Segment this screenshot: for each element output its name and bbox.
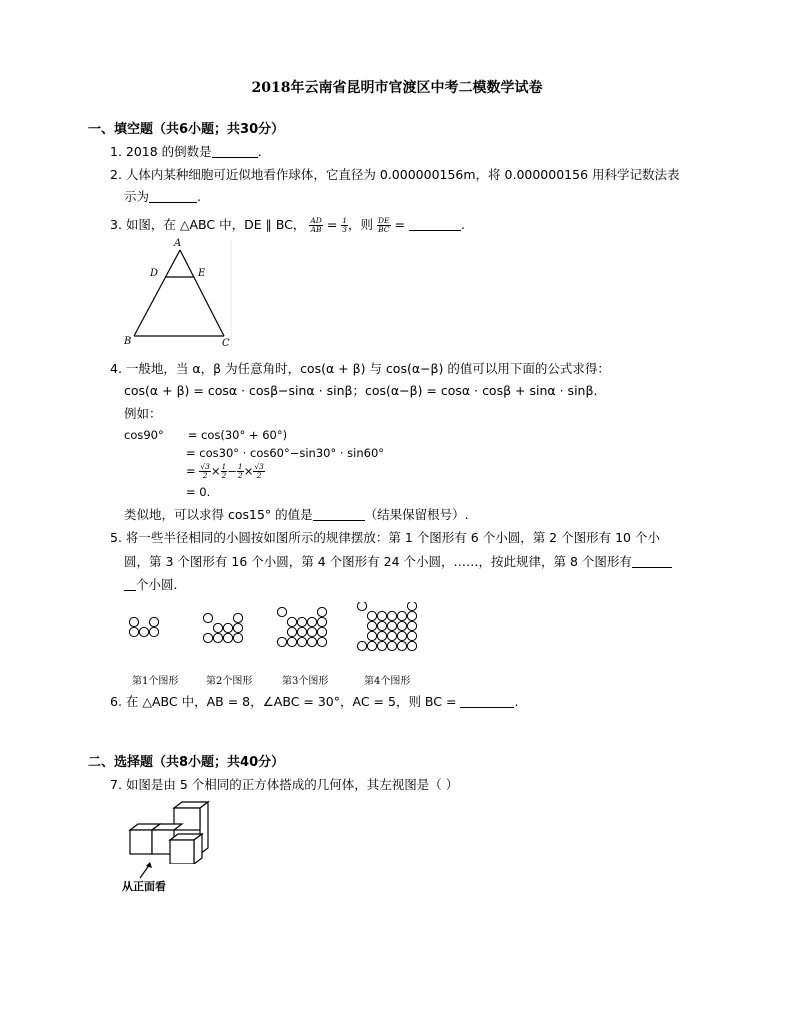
equals: = (394, 217, 406, 232)
answer-blank (212, 145, 258, 158)
small-circle (307, 637, 316, 646)
small-circle (357, 641, 366, 650)
section-heading-multiple-choice: 二、选择题（共8小题；共40分） (88, 755, 285, 770)
page-title: 2018年云南省昆明市官渡区中考二模数学试卷 (251, 80, 543, 96)
small-circle (129, 617, 138, 626)
small-circle (407, 631, 416, 640)
question-5-text-2: 圆，第 3 个图形有 16 个小圆，第 4 个图形有 24 个小圆，……，按此规律，第 8 个图形有 (124, 554, 632, 569)
question-5-continued (124, 553, 672, 571)
punctuation: . (461, 217, 465, 232)
small-circle (139, 627, 148, 636)
answer-blank (149, 190, 197, 203)
small-circle (397, 631, 406, 640)
small-circle (397, 621, 406, 630)
small-circle (317, 617, 326, 626)
denominator: 3 (342, 225, 348, 234)
triangle-diagram (118, 240, 238, 352)
fraction-de-bc (377, 217, 391, 234)
small-circle (407, 641, 416, 650)
small-circle (367, 621, 376, 630)
numerator: 1 (342, 216, 348, 225)
vertex-label-c: C (222, 338, 230, 349)
vertex-label-d: D (150, 268, 159, 279)
small-circle (149, 617, 158, 626)
denominator: 2 (202, 471, 208, 480)
small-circle (377, 611, 386, 620)
question-4-ask-text: 类似地，可以求得 cos15° 的值是 (124, 507, 313, 522)
small-circle (233, 613, 242, 622)
times: × (243, 464, 254, 478)
numerator: AD (310, 216, 322, 225)
small-circle (367, 641, 376, 650)
small-circle (287, 637, 296, 646)
fraction-sqrt3-2 (199, 463, 211, 480)
small-circle (297, 627, 306, 636)
question-3-text: 3. 如图，在 △ABC 中，DE ∥ BC， (110, 217, 306, 232)
cube-drawing (122, 800, 222, 864)
small-circle (387, 611, 396, 620)
punctuation: . (257, 144, 262, 159)
question-5 (110, 529, 660, 547)
question-3 (110, 216, 465, 234)
small-circle (233, 633, 242, 642)
example-line-2: = cos30° · cos60°−sin30° · sin60° (186, 446, 385, 460)
answer-blank (313, 508, 365, 521)
example-step-1: = cos(30° + 60°) (187, 428, 288, 442)
small-circle (129, 627, 138, 636)
small-circle (277, 607, 286, 616)
question-4 (110, 360, 610, 378)
numerator: DE (378, 216, 390, 225)
question-1-text: 1. 2018 的倒数是 (110, 144, 212, 159)
punctuation: . (514, 694, 519, 709)
punctuation: . (197, 189, 201, 204)
caption-figure-4: 第4个图形 (364, 676, 411, 687)
small-circle (213, 623, 222, 632)
small-circle (317, 607, 326, 616)
numerator: √3 (254, 462, 264, 471)
question-2 (110, 166, 680, 184)
times: × (210, 464, 221, 478)
small-circle (367, 611, 376, 620)
denominator: 2 (221, 471, 227, 480)
numerator: 1 (221, 462, 227, 471)
answer-blank (124, 578, 136, 591)
denominator: AB (310, 225, 322, 234)
cube-figure (122, 800, 222, 900)
question-5-text-3: 个小圆. (136, 577, 178, 592)
caption-figure-1: 第1个图形 (132, 676, 179, 687)
small-circle (387, 621, 396, 630)
cos90: cos90° (124, 428, 164, 442)
denominator: 2 (237, 471, 243, 480)
equals: = (186, 464, 196, 478)
question-7-text: 7. 如图是由 5 个相同的正方体搭成的几何体，其左视图是（ ） (110, 777, 459, 792)
then-text: ，则 (348, 217, 374, 232)
small-circle (277, 637, 286, 646)
triangle-figure (118, 240, 238, 352)
circle-patterns (124, 602, 424, 672)
vertex-label-b: B (124, 336, 132, 347)
small-circle (307, 627, 316, 636)
question-4-ask (124, 506, 469, 524)
small-circle (287, 617, 296, 626)
question-4-note: （结果保留根号）. (364, 507, 469, 522)
small-circle (387, 631, 396, 640)
denominator: 2 (256, 471, 262, 480)
small-circle (377, 621, 386, 630)
small-circle (397, 641, 406, 650)
view-direction-caption: 从正面看 (122, 880, 166, 893)
vertex-label-e: E (198, 268, 206, 279)
numerator: √3 (200, 462, 210, 471)
question-4-text: 4. 一般地，当 α，β 为任意角时，cos(α + β) 与 cos(α−β) 的值可以用下面的公式求得： (110, 361, 610, 376)
question-6 (110, 693, 518, 711)
small-circle (387, 641, 396, 650)
small-circle (357, 602, 366, 611)
vertex-label-a: A (174, 238, 182, 249)
formula-line (124, 382, 597, 400)
caption-figure-3: 第3个图形 (282, 676, 329, 687)
example-line-4: = 0. (186, 485, 211, 499)
section-heading-fill-blank: 一、填空题（共6小题；共30分） (88, 122, 285, 137)
small-circle (367, 631, 376, 640)
small-circle (213, 633, 222, 642)
equals: = (326, 217, 342, 232)
small-circle (297, 617, 306, 626)
small-circle (297, 637, 306, 646)
small-circle (307, 617, 316, 626)
small-circle (377, 631, 386, 640)
small-circle (233, 623, 242, 632)
cosine-formulas: cos(α + β) = cosα · cosβ−sinα · sinβ；cos(α−β) = cosα · cosβ + sinα · sinβ. (124, 383, 598, 398)
example-line-3 (186, 462, 265, 480)
question-2-continued (124, 188, 201, 206)
small-circle (203, 613, 212, 622)
small-circle (149, 627, 158, 636)
question-6-text: 6. 在 △ABC 中，AB = 8，∠ABC = 30°，AC = 5，则 BC = (110, 694, 457, 709)
question-2-text: 2. 人体内某种细胞可近似地看作球体，它直径为 0.000000156m，将 0.000000156 用科学记数法表 (110, 167, 680, 182)
small-circle (377, 641, 386, 650)
small-circle (317, 627, 326, 636)
numerator: 1 (237, 462, 243, 471)
small-circle (223, 633, 232, 642)
question-5-text: 5. 将一些半径相同的小圆按如图所示的规律摆放：第 1 个图形有 6 个小圆，第 2 个图形有 10 个小 (110, 530, 660, 545)
example-line-1 (124, 426, 287, 444)
minus: − (227, 464, 237, 478)
small-circle (407, 621, 416, 630)
small-circle (317, 637, 326, 646)
answer-blank (460, 695, 514, 708)
small-circle (223, 623, 232, 632)
question-2-text-2: 示为 (124, 189, 150, 204)
question-1 (110, 143, 262, 161)
small-circle (287, 627, 296, 636)
small-circle (407, 602, 416, 611)
fraction-ad-ab (309, 217, 322, 234)
fraction-1-2 (237, 463, 244, 480)
answer-blank (409, 218, 461, 231)
small-circle (397, 611, 406, 620)
denominator: BC (378, 225, 390, 234)
question-5-continued-2 (124, 576, 177, 594)
small-circle (407, 611, 416, 620)
small-circle (203, 633, 212, 642)
answer-blank (632, 555, 672, 568)
example-label: 例如： (124, 406, 162, 421)
caption-figure-2: 第2个图形 (206, 676, 253, 687)
question-7 (110, 776, 458, 794)
fraction-sqrt3-2 (253, 463, 265, 480)
circle-pattern-figure (124, 602, 424, 692)
